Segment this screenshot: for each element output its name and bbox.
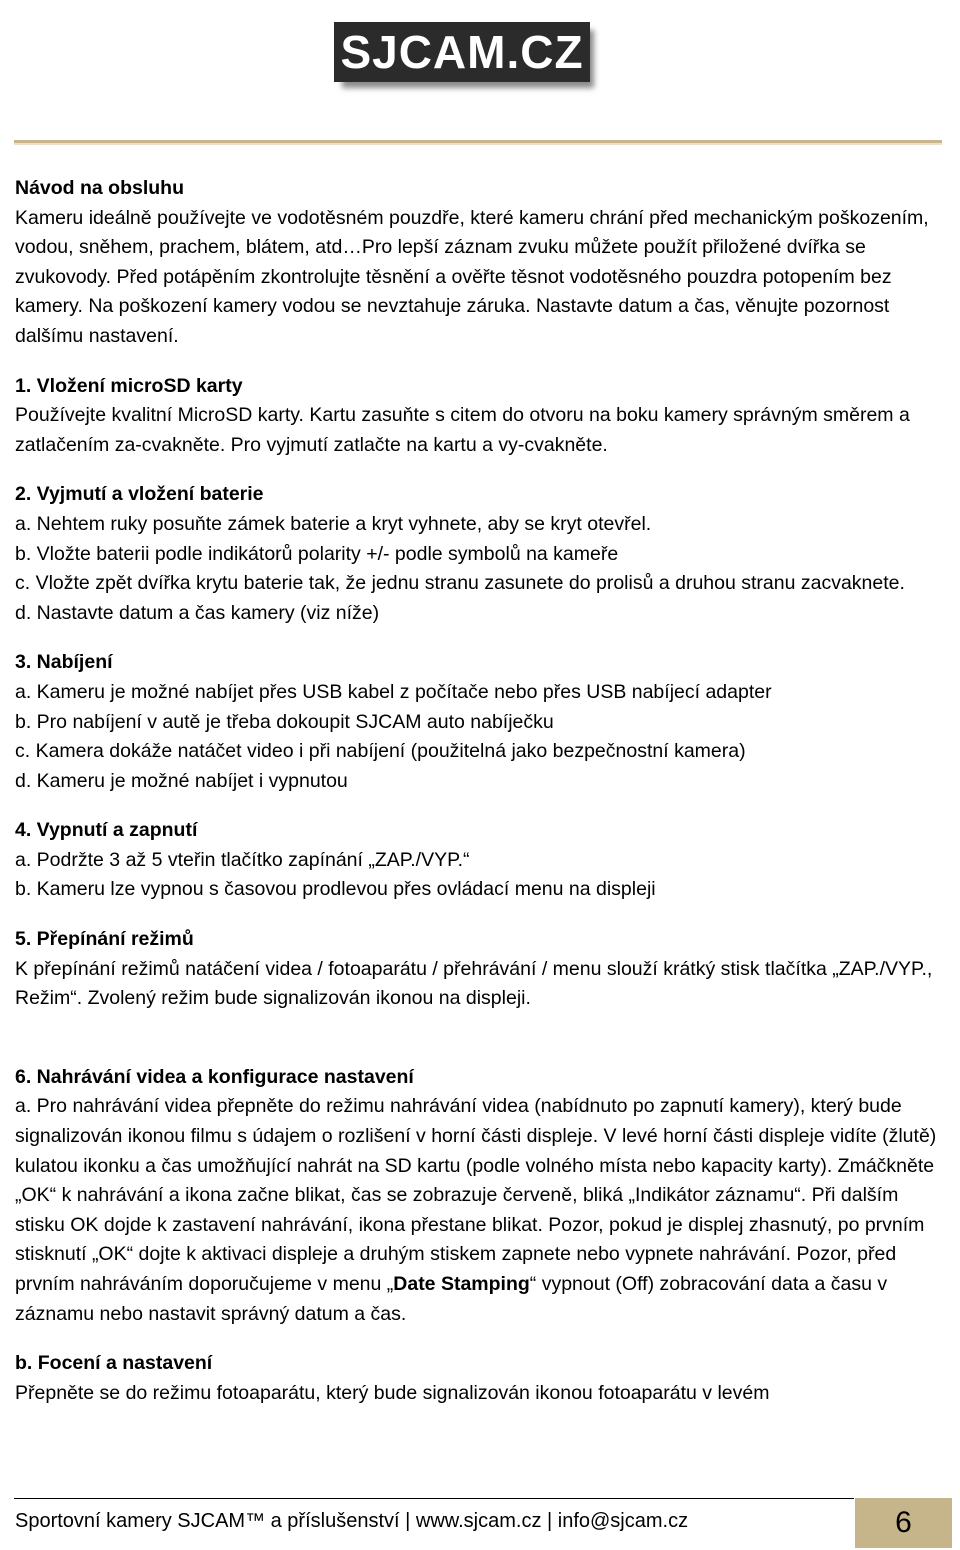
logo: SJCAM.CZ [334, 22, 590, 82]
spacer [15, 628, 945, 648]
spacer [15, 905, 945, 925]
list-item: a. Podržte 3 až 5 vteřin tlačítko zapínání „ZAP./VYP.“ [15, 848, 470, 871]
list-item: b. Vložte baterii podle indikátorů polarity +/- podle symbolů na kameře [15, 542, 619, 565]
list-item: a. Kameru je možné nabíjet přes USB kabel z počítače nebo přes USB nabíjecí adapter [15, 680, 772, 703]
section-2-title: 2. Vyjmutí a vložení baterie [15, 483, 264, 506]
spacer [15, 796, 945, 816]
spacer [15, 460, 945, 480]
intro-title: Návod na obsluhu [15, 177, 185, 199]
section-5-text: K přepínání režimů natáčení videa / fotoaparátu / přehrávání / menu slouží krátký stisk tlačítka „ZAP./VYP., Režim“. Zvolený režim bude signalizován ikonou na displeji. [15, 957, 933, 1010]
page-footer [0, 1496, 960, 1550]
header-divider [14, 140, 942, 143]
section-1-title: 1. Vložení microSD karty [15, 374, 243, 397]
section-6-text-before: a. Pro nahrávání videa přepněte do režimu nahrávání videa (nabídnuto po zapnutí kamery), který bude signalizován ikonou filmu s údajem o rozlišení v horní části displeje. V levé horní části displeje vidíte (žlutě) kulatou ikonku a čas umožňující nahrát na SD kartu (podle volného místa nebo kapacity karty). Zmáčkněte „OK“ k nahrávání a ikona začne blikat, čas se zobrazuje červeně, bliká „Indikátor záznamu“. Při dalším stisku OK dojde k zastavení nahrávání, ikona přestane blikat. Pozor, pokud je displej zhasnutý, po prvním stisknutí „OK“ dojte k aktivaci displeje a druhým stiskem zapnete nebo vypnete nahrávání. Pozor, před prvním nahráváním doporučujeme v menu „ [15, 1095, 937, 1295]
list-item: d. Nastavte datum a čas kamery (viz níže) [15, 601, 380, 624]
document-body [15, 174, 945, 1408]
section-6b-title: b. Focení a nastavení [15, 1352, 213, 1375]
section-6-text [15, 1092, 945, 1329]
list-item: c. Kamera dokáže natáčet video i při nabíjení (použitelná jako bezpečnostní kamera) [15, 740, 746, 763]
section-6-text-after: “ vypnout (Off) zobracování data a času v záznamu nebo nastavit správný datum a čas. [15, 1273, 888, 1325]
logo-block [334, 22, 596, 90]
list-item: b. Kameru lze vypnou s časovou prodlevou přes ovládací menu na displeji [15, 878, 656, 901]
section-6-title: 6. Nahrávání videa a konfigurace nastavení [15, 1065, 414, 1088]
section-3-title: 3. Nabíjení [15, 651, 113, 674]
list-item: c. Vložte zpět dvířka krytu baterie tak, že jednu stranu zasunete do prolisů a druhou stranu zacvaknete. [15, 572, 905, 595]
list-item: d. Kameru je možné nabíjet i vypnutou [15, 769, 348, 792]
page-number: 6 [855, 1498, 952, 1548]
footer-text: Sportovní kamery SJCAM™ a příslušenství | www.sjcam.cz | info@sjcam.cz [15, 1510, 689, 1532]
section-6-text-bold: Date Stamping [393, 1273, 530, 1295]
section-4-title: 4. Vypnutí a zapnutí [15, 819, 198, 842]
list-item: b. Pro nabíjení v autě je třeba dokoupit SJCAM auto nabíječku [15, 710, 554, 733]
section-6b-text: Přepněte se do režimu fotoaparátu, který bude signalizován ikonou fotoaparátu v levém [15, 1381, 770, 1404]
section-5-title: 5. Přepínání režimů [15, 928, 194, 951]
section-1-text: Používejte kvalitní MicroSD karty. Kartu zasuňte s citem do otvoru na boku kamery správným směrem a zatlačením za-cvakněte. Pro vyjmutí zatlačte na kartu a vy-cvakněte. [15, 404, 910, 456]
footer-divider [14, 1498, 854, 1499]
spacer [15, 1014, 945, 1063]
spacer [15, 352, 945, 372]
intro-text: Kameru ideálně používejte ve vodotěsném pouzdře, které kameru chrání před mechanickým poškozením, vodou, sněhem, prachem, blátem, atd…Pro lepší záznam zvuku můžete použít přiložené dvířka se zvukovody. Před potápěním zkontrolujte těsnění a ověřte těsnot vodotěsného pouzdra potopením bez kamery. Na poškození kamery vodou se nevztahuje záruka. Nastavte datum a čas, věnujte pozornost dalšímu nastavení. [15, 206, 929, 347]
spacer [15, 1329, 945, 1349]
list-item: a. Nehtem ruky posuňte zámek baterie a kryt vyhnete, aby se kryt otevřel. [15, 512, 652, 535]
